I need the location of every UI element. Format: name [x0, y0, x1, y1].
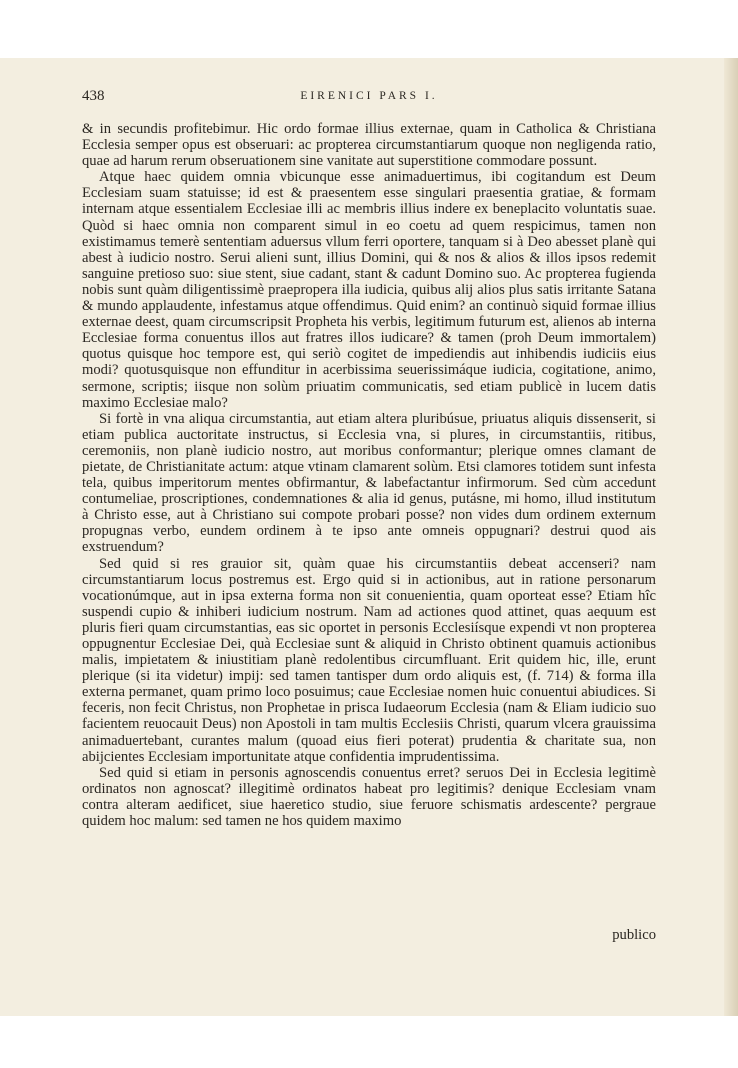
- catchword: publico: [612, 927, 656, 943]
- page-header: [82, 88, 656, 108]
- paragraph-1: & in secundis profitebimur. Hic ordo formae illius externae, quam in Catholica & Christiana Ecclesia semper opus est obseruari: ac propterea circumstantiarum quoque non negligenda ratio, quae ad harum rerum obseruationem sine vanitate aut superstitione commodare possunt.: [82, 121, 656, 170]
- paragraph-5: Sed quid si etiam in personis agnoscendis conuentus erret? seruos Dei in Ecclesia legitimè ordinatos non agnoscat? illegitimè ordinatos habeat pro legitimis? denique Ecclesiam vnam contra alteram aedificet, siue haeretico studio, siue feruore schismatis ardescente? pergraue quidem hoc malum: sed tamen ne hos quidem maximo: [82, 764, 656, 830]
- paragraph-4: Sed quid si res grauior sit, quàm quae his circumstantiis debeat accenseri? nam circumstantiarum locus postremus est. Ergo quid si in actionibus, aut in ratione personarum vocationúmque, aut in ipsa externa forma non sit conuenientia, quam oporteat esse? Etiam hîc suspendi cupio & inhiberi iudicium nostrum. Nam ad actiones quod attinet, quas aequum est pluris fieri quam circumstantias, eas sic oportet in personis Ecclesiísque expendi vt non propterea oppugnentur Ecclesiae Dei, quà Ecclesiae sunt & aliquid in Christo obtinent quamuis actionibus malis, impietatem & iniustitiam planè redolentibus circumfluant. Erit quidem hic, ille, erunt plerique (si ita videtur) impij: sed tamen tantisper dum ordo aliquis est, (f. 714) & forma illa externa permanet, quam primo loco posuimus; caue Ecclesiae nomen huic conuentui abiudices. Si feceris, non fecit Christus, non Prophetae in prisca Iudaeorum Ecclesia (nam & Eliam iudicio suo facientem reuocauit Deus) non Apostoli in tam multis Ecclesiis Christi, quarum vlcera grauissima animaduertebant, curantes malum (quoad eius fieri poterat) prudentia & charitate sua, non abijcientes Ecclesiam importunitate atque confidentia imprudentissima.: [82, 555, 656, 765]
- running-title: EIRENICI PARS I.: [300, 90, 438, 102]
- page-number: 438: [82, 88, 105, 104]
- page-gutter-shadow: [724, 58, 738, 1016]
- paragraph-2: Atque haec quidem omnia vbicunque esse animaduertimus, ibi cogitandum est Deum Ecclesiam suam statuisse; id est & praesentem esse singulari praesentia gratiae, & formam internam atque essentialem Ecclesiae illi ac membris illius indere ex beneplacito voluntatis suae. Quòd si haec omnia non comparent simul in eo coetu ad quem respicimus, tamen non existimamus temerè sententiam aduersus vllum ferri oportere, tanquam si à Deo abesset planè qui abest à iudicio nostro. Serui alieni sunt, illius Domini, qui & nos & alios & illos ipsos redemit sanguine pretioso suo: siue stent, siue cadant, stant & cadunt Domino suo. Ac propterea fugienda nobis sunt quàm diligentissimè praepropera illa iudicia, quibus alij alios plus satis irritante Satana & mundo applaudente, infestamus atque offendimus. Quid enim? an continuò siquid formae illius externae deest, quam circumscripsit Propheta his verbis, legitimum futurum est, alienos ab interna Ecclesiae forma conuentus illos aut fratres illos iudicare? & tamen (proh Deum immortalem) quotus quisque hoc tempore est, qui seriò cogitet de impediendis aut inhibendis iudiciis eius modi? quotusquisque non effunditur in acerbissima seuerissimáque iudicia, cogitatione, animo, sermone, scriptis; iisque non solùm priuatim communicatis, sed etiam publicè in lucem datis maximo Ecclesiae malo?: [82, 169, 656, 411]
- book-page: [0, 58, 738, 1016]
- body-text: [82, 121, 656, 829]
- paragraph-3: Si fortè in vna aliqua circumstantia, aut etiam altera pluribúsue, priuatus aliquis dissenserit, si etiam publica auctoritate instructus, si Ecclesia vna, si plures, in circumstantiis, ritibus, ceremoniis, non planè iudicio nostro, aut moribus conformantur; plerique omnes clamant de pietate, de Christianitate actum: atque vtinam clamarent solùm. Etsi clamores totidem sunt infesta tela, quibus imperitorum mentes obfirmantur, & labefactantur infirmorum. Sed cùm accedunt contumeliae, proscriptiones, condemnationes & alia id genus, putásne, mi homo, illud institutum à Christo esse, aut à Christiano sui compote probari posse? non vides dum ordinem externum propugnas verbo, eundem ordinem à te ipso ante omneis oppugnari? destrui quod ais exstruendum?: [82, 410, 656, 556]
